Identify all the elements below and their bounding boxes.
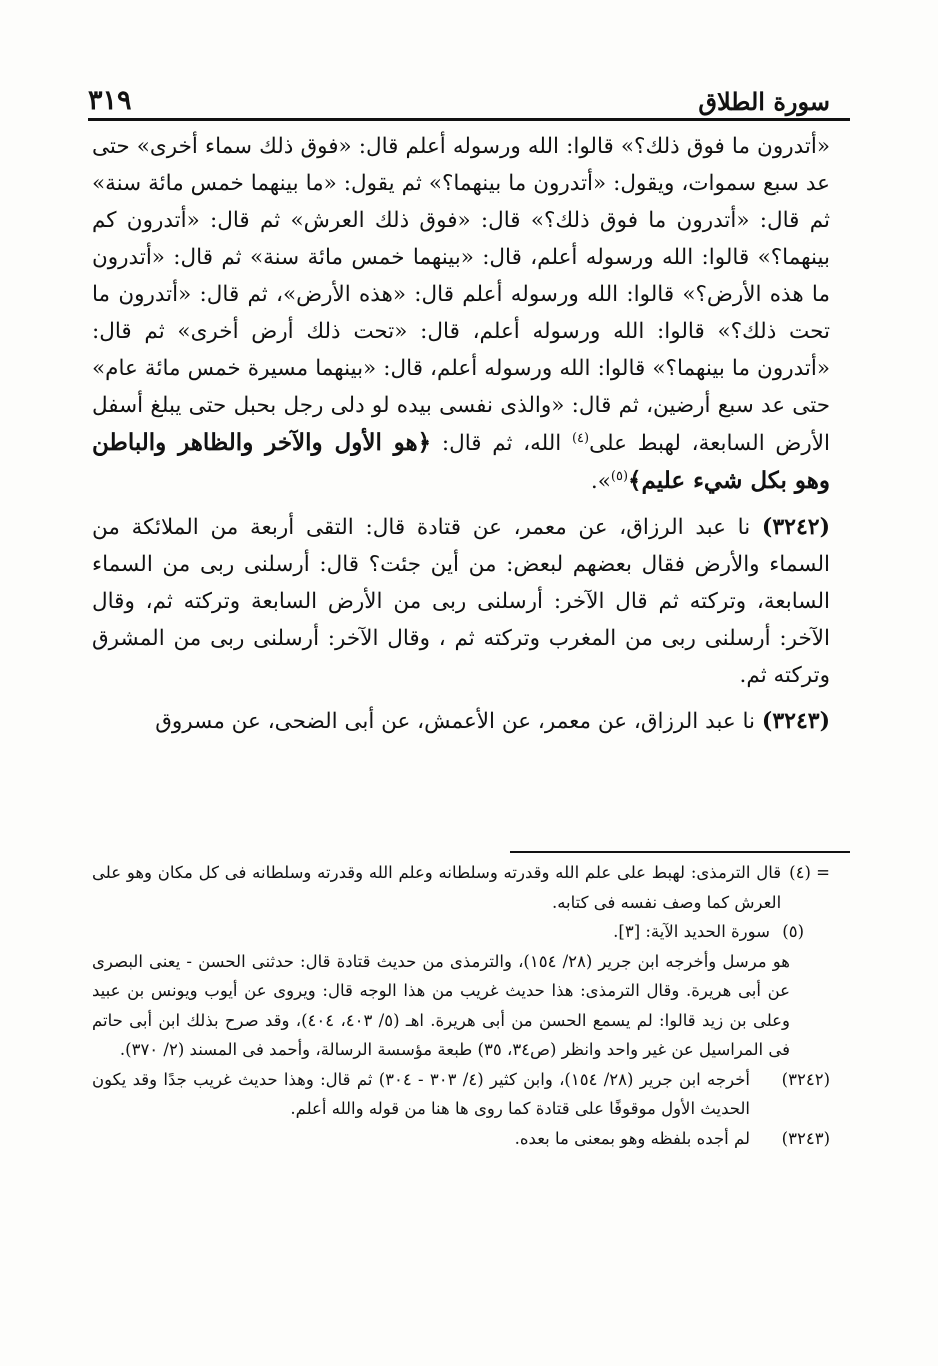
footnotes	[92, 858, 830, 1153]
footnote-5	[92, 917, 804, 947]
running-title: سورة الطلاق	[698, 87, 830, 116]
paragraph-text: «أتدرون ما فوق ذلك؟» قالوا: الله ورسوله أعلم قال: «فوق ذلك سماء أخرى» حتى عد سبع سموات، ويقول: «أتدرون ما بينهما؟» ثم يقول: «ما بينهما خمس مائة سنة» ثم قال: «أتدرون ما فوق ذلك؟» قال: «فوق ذلك العرش» ثم قال: «أتدرون كم بينهما؟» قالوا: الله ورسوله أعلم، قال: «بينهما خمس مائة سنة» ثم قال: «أتدرون ما هذه الأرض؟» قالوا: الله ورسوله أعلم قال: «هذه الأرض»، ثم قال: «أتدرون ما تحت ذلك؟» قالوا: الله ورسوله أعلم، قال: «تحت ذلك أرض أخرى» ثم قال: «أتدرون ما بينهما؟» قالوا: الله ورسوله أعلم، قال: «بينهما مسيرة خمس مائة عام» حتى عد سبع أرضين، ثم قال: «والذى نفسى بيده لو دلى رجل بحبل حتى يبلغ أسفل الأرض السابعة، لهبط على	[92, 134, 830, 456]
footnote-ref-5: (٥)	[610, 468, 629, 484]
header-rule	[88, 118, 850, 121]
footnote-3242	[92, 1065, 830, 1124]
footnote-text: قال الترمذى: لهبط على علم الله وقدرته وسلطانه وعلم الله وقدرته وسلطانه فى كل مكان وهو على العرش كما وصف نفسه فى كتابه.	[92, 863, 782, 912]
footnote-4	[92, 858, 830, 917]
hadith-text: نا عبد الرزاق، عن معمر، عن الأعمش، عن أبى الضحى، عن مسروق	[155, 709, 762, 734]
hadith-number: (٣٢٤٣)	[761, 708, 830, 734]
footnote-text: لم أجده بلفظه وهو بمعنى ما بعده.	[514, 1128, 750, 1148]
footnote-tag: = (٤)	[789, 863, 830, 882]
footnote-3243	[92, 1124, 830, 1154]
hadith-number: (٣٢٤٢)	[761, 514, 830, 540]
hadith-text: نا عبد الرزاق، عن معمر، عن قتادة قال: التقى أربعة من الملائكة من السماء والأرض فقال بعضهم لبعض: من أين جئت؟ قال: أرسلنى ربى من السماء السابعة، وتركته ثم قال الآخر: أرسلنى ربى من الأرض السابعة وتركته ثم، وقال الآخر: أرسلنى ربى من المغرب وتركته ثم ، وقال الآخر: أرسلنى ربى من المشرق وتركته ثم.	[92, 515, 830, 688]
paragraph-end: ».	[590, 469, 611, 494]
page-number: ٣١٩	[88, 85, 132, 116]
footnote-text: سورة الحديد الآية: [٣].	[613, 922, 770, 941]
footnote-continuation: هو مرسل وأخرجه ابن جرير (٢٨/ ١٥٤)، والترمذى من حديث قتادة قال: حدثنى الحسن - يعنى البصرى عن أبى هريرة. وقال الترمذى: هذا حديث غريب من هذا الوجه قال: ويروى عن أيوب ويونس بن عبيد وعلى بن زيد قالوا: لم يسمع الحسن من أبى هريرة. اهـ (٥/ ٤٠٣، ٤٠٤)، وقد صرح بذلك ابن أبى حاتم فى المراسيل عن غير واحد وانظر (ص٣٤، ٣٥) طبعة مؤسسة الرسالة، وأحمد فى المسند (٢/ ٣٧٠).	[92, 951, 790, 1059]
footnote-tag: (٣٢٤٢)	[781, 1069, 830, 1089]
footnote-tag: (٥)	[782, 922, 804, 941]
page-header	[88, 70, 830, 116]
paragraph-continuation	[92, 128, 830, 500]
hadith-3242	[92, 509, 830, 694]
main-text	[92, 128, 830, 749]
footnote-tag: (٣٢٤٣)	[781, 1128, 830, 1148]
footnote-text: أخرجه ابن جرير (٢٨/ ١٥٤)، وابن كثير (٤/ ٣٠٣ - ٣٠٤) ثم قال: وهذا حديث غريب جدًا وقد يكون الحديث الأول موقوفًا على قتادة كما روى ها هنا من قوله والله أعلم.	[92, 1069, 750, 1118]
hadith-3243	[92, 703, 830, 740]
paragraph-text: الله، ثم قال:	[431, 431, 572, 456]
quran-verse: ﴿هو الأول والآخر والظاهر والباطن وهو بكل شيء عليم﴾	[92, 429, 830, 494]
footnote-rule	[510, 851, 850, 853]
footnote-ref-4: (٤)	[571, 430, 590, 446]
